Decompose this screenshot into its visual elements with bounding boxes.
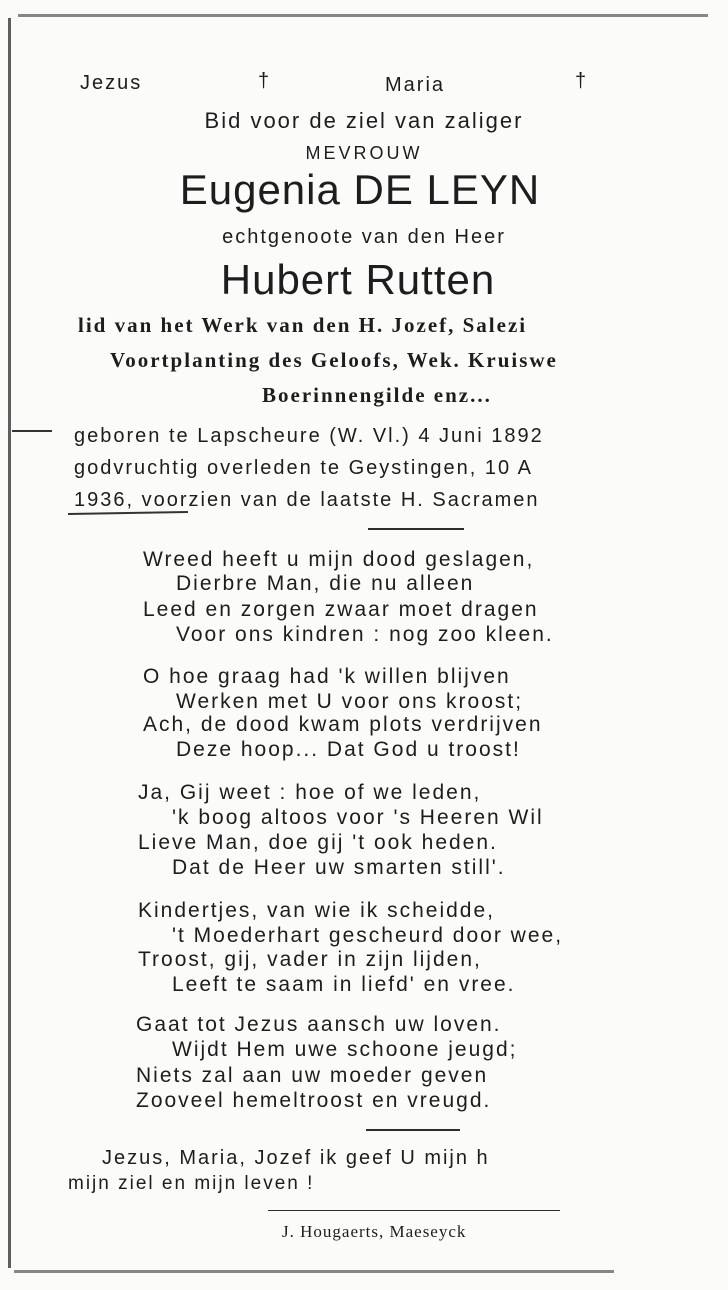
- membership-line-1: lid van het Werk van den H. Jozef, Salezi: [78, 313, 528, 337]
- verse-line: Gaat tot Jezus aansch uw loven.: [136, 1013, 502, 1036]
- printer-name: J. Hougaerts, Maeseyck: [282, 1222, 467, 1241]
- verse-line: Ach, de dood kwam plots verdrijven: [143, 713, 543, 736]
- verse-line: 't Moederhart gescheurd door wee,: [172, 924, 564, 947]
- membership-line-3: Boerinnengilde enz...: [262, 383, 492, 407]
- biography-line-2: godvruchtig overleden te Geystingen, 10 A: [74, 457, 533, 479]
- deceased-name: Eugenia DE LEYN: [179, 166, 541, 213]
- biography-line-1: geboren te Lapscheure (W. Vl.) 4 Juni 1892: [74, 425, 544, 447]
- verse-line: Werken met U voor ons kroost;: [176, 690, 524, 713]
- verse-line: Kindertjes, van wie ik scheidde,: [138, 899, 495, 922]
- verse-line: Ja, Gij weet : hoe of we leden,: [138, 781, 482, 804]
- verse-line: Dierbre Man, die nu alleen: [176, 572, 475, 595]
- biography-line-3: 1936, voorzien van de laatste H. Sacramen: [74, 489, 540, 511]
- divider-top: [368, 528, 464, 530]
- margin-mark: [12, 430, 52, 432]
- spouse-name: Hubert Rutten: [220, 256, 496, 303]
- spouse-intro: echtgenoote van den Heer: [222, 226, 506, 248]
- prayer-line-1: Jezus, Maria, Jozef ik geef U mijn h: [102, 1147, 490, 1169]
- verse-line: Zooveel hemeltroost en vreugd.: [136, 1089, 492, 1112]
- card-bottom-edge: [14, 1270, 614, 1273]
- verse-line: Wijdt Hem uwe schoone jeugd;: [172, 1038, 518, 1061]
- card-top-edge: [18, 14, 708, 17]
- divider-bottom: [366, 1129, 460, 1131]
- membership-line-2: Voortplanting des Geloofs, Wek. Kruiswe: [110, 348, 558, 372]
- verse-line: Niets zal aan uw moeder geven: [136, 1064, 489, 1087]
- verse-line: Voor ons kindren : nog zoo kleen.: [176, 623, 554, 646]
- verse-line: Deze hoop... Dat God u troost!: [176, 738, 521, 761]
- verse-line: O hoe graag had 'k willen blijven: [143, 665, 511, 688]
- verse-line: Troost, gij, vader in zijn lijden,: [138, 948, 482, 971]
- header-maria: Maria: [385, 74, 446, 96]
- verse-line: Leed en zorgen zwaar moet dragen: [143, 598, 539, 621]
- title-prefix: MEVROUW: [305, 143, 423, 163]
- verse-line: Dat de Heer uw smarten still'.: [172, 856, 506, 879]
- verse-line: Wreed heeft u mijn dood geslagen,: [143, 548, 535, 571]
- cross-icon: †: [575, 70, 589, 92]
- header-jezus: Jezus: [80, 72, 143, 94]
- prayer-line-2: mijn ziel en mijn leven !: [68, 1173, 315, 1194]
- verse-line: 'k boog altoos voor 's Heeren Wil: [172, 806, 544, 829]
- cross-icon: †: [258, 70, 272, 92]
- verse-line: Leeft te saam in liefd' en vree.: [172, 973, 516, 996]
- printer-rule: [268, 1210, 560, 1211]
- intro-line: Bid voor de ziel van zaliger: [204, 108, 524, 133]
- verse-line: Lieve Man, doe gij 't ook heden.: [138, 831, 498, 854]
